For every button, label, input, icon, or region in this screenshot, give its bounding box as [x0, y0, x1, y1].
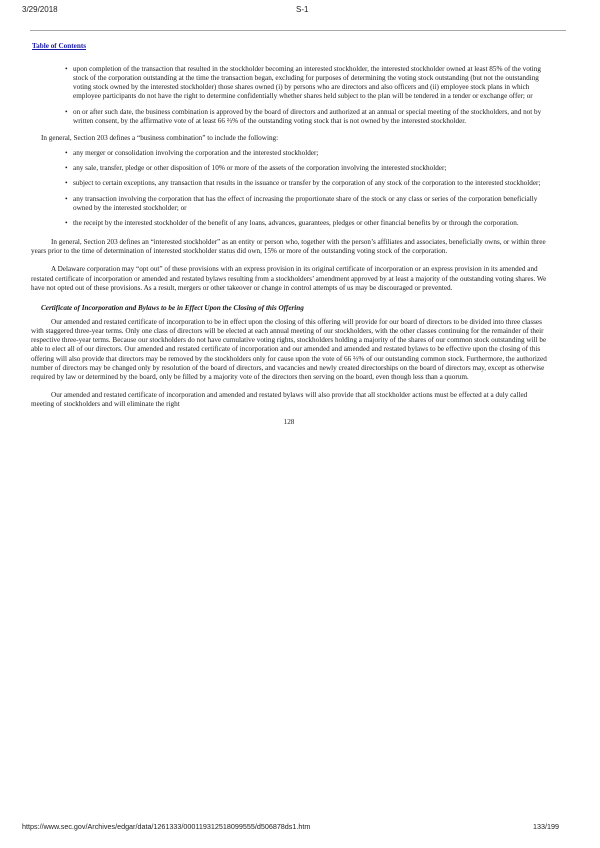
bullet-icon: •: [65, 65, 68, 73]
delaware-opt-out-paragraph: A Delaware corporation may “opt out” of these provisions with an express provision in its original certificate of incorporation or an express provision in its amended and restated certificate of incorporation or amended and restated bylaws resulting from a stockholders’ amendment approved by at least a majority of the outstanding voting shares. We have not opted out of these provisions. As a result, mergers or other takeover or change in control attempts of us may be discouraged or prevented.: [31, 265, 547, 292]
header-divider: [30, 30, 566, 31]
stockholder-actions-paragraph: Our amended and restated certificate of incorporation and amended and restated bylaws will also provide that all stockholder actions must be effected at a duly called meeting of stockholders and will eliminate the right: [31, 391, 528, 409]
list-item: [31, 149, 547, 158]
list-item: [31, 108, 547, 126]
document-body: [31, 65, 547, 428]
bullet-icon: •: [65, 107, 68, 116]
board-classes-paragraph: Our amended and restated certificate of incorporation to be in effect upon the closing of this offering will provide for our board of directors to be divided into three classes with staggered three-year terms. Only one class of directors will be elected at each annual meeting of our stockholders, with the other classes continuing for the remainder of their respective three-year terms. Because our stockholders do not have cumulative voting rights, stockholders holding a majority of the shares of our common stock outstanding will be able to elect all of our directors. Our amended and restated certificate of incorporation and our amended and amended and restated bylaws to be effective upon the closing of this offering will also provide that directors may be removed by the stockholders only for cause upon the vote of 66 ⅔% of our outstanding common stock. Furthermore, the authorized number of directors may be changed only by resolution of the board of directors, and vacancies and newly created directorships on the board of directors may, except as otherwise required by law or determined by the board, only be filled by a majority vote of the directors then serving on the board, even though less than a quorum.: [31, 317, 547, 381]
list-item: [31, 179, 547, 188]
list-item: [31, 164, 547, 173]
bullet-icon: •: [65, 149, 68, 158]
document-title: S-1: [296, 5, 309, 14]
list-item: [31, 219, 547, 228]
interested-stockholder-paragraph: In general, Section 203 defines an “interested stockholder” as an entity or person who, together with the person’s affiliates and associates, beneficially owns, or within three years prior to the time of determination of interested stockholder status did own, 15% or more of the outstanding voting stock of the corporation.: [31, 238, 546, 256]
bullet-icon: •: [65, 218, 68, 227]
list-item-text: subject to certain exceptions, any transaction that results in the issuance or transfer by the corporation of any stock of the corporation to the interested stockholder;: [73, 179, 541, 188]
page-counter: 133/199: [533, 822, 559, 831]
list-item-text: any transaction involving the corporation that has the effect of increasing the proportionate share of the stock or any class or series of the corporation beneficially owned by the interested stockholder; or: [73, 194, 538, 212]
bullet-icon: •: [65, 179, 68, 188]
page-number: 128: [283, 418, 295, 427]
list-item-text: any sale, transfer, pledge or other disposition of 10% or more of the assets of the corporation involving the interested stockholder;: [73, 164, 447, 173]
list-item: [31, 195, 547, 213]
print-date: 3/29/2018: [22, 5, 58, 14]
source-url: https://www.sec.gov/Archives/edgar/data/1261333/000119312518099555/d506878ds1.htm: [22, 822, 311, 831]
list-item: [31, 65, 547, 102]
list-item-text: on or after such date, the business combination is approved by the board of directors and authorized at an annual or special meeting of the stockholders, and not by written consent, by the affirmative vote of at least 66 ⅔% of the outstanding voting stock that is not owned by the interested stockholder.: [73, 107, 542, 125]
business-combination-intro: In general, Section 203 defines a “business combination” to include the following:: [41, 133, 279, 142]
table-of-contents-link[interactable]: Table of Contents: [32, 42, 87, 50]
list-item-text: upon completion of the transaction that resulted in the stockholder becoming an interested stockholder, the interested stockholder owned at least 85% of the voting stock of the corporation outstanding at the time the transaction began, excluding for purposes of determining the voting stock outstanding (but not the outstanding voting stock owned by the interested stockholder) those shares owned (i) by persons who are directors and also officers and (ii) employee stock plans in which employee participants do not have the right to determine confidentially whether shares held subject to the plan will be tendered in a tender or exchange offer; or: [73, 65, 541, 101]
list-item-text: any merger or consolidation involving the corporation and the interested stockholder;: [73, 149, 319, 158]
list-item-text: the receipt by the interested stockholder of the benefit of any loans, advances, guarantees, pledges or other financial benefits by or through the corporation.: [73, 218, 519, 227]
bullet-icon: •: [65, 164, 68, 173]
bullet-icon: •: [65, 194, 68, 203]
section-heading: Certificate of Incorporation and Bylaws to be in Effect Upon the Closing of this Offering: [41, 303, 304, 312]
